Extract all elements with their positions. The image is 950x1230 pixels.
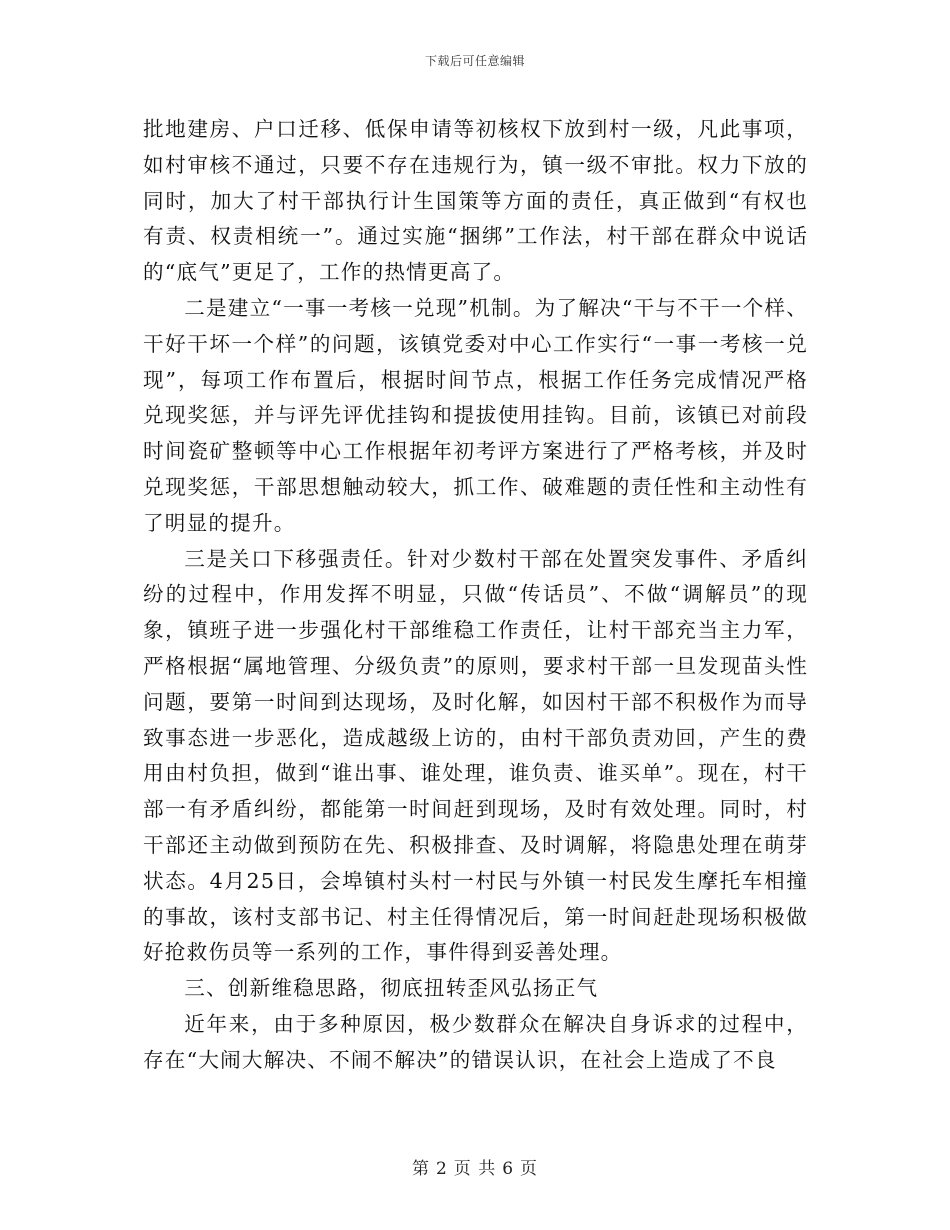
page-header [0, 52, 950, 69]
paragraph-section-intro: 近年来，由于多种原因，极少数群众在解决自身诉求的过程中，存在“大闹大解决、不闹不解决”的错误认识，在社会上造成了不良 [143, 1011, 808, 1072]
footer-middle: 页 共 [453, 1159, 497, 1179]
header-note: 下载后可任意编辑 [424, 54, 525, 68]
section-heading: 三、创新维稳思路，彻底扭转歪风弘扬正气 [184, 976, 599, 1001]
total-page-count: 6 [502, 1159, 515, 1179]
paragraph-continuation: 批地建房、户口迁移、低保申请等初核权下放到村一级，凡此事项，如村审核不通过，只要不存在违规行为，镇一级不审批。权力下放的同时，加大了村干部执行计生国策等方面的责任，真正做到“有权也有责、权责相统一”。通过实施“捆绑”工作法，村干部在群众中说话的“底气”更足了，工作的热情更高了。 [143, 117, 808, 285]
footer-suffix: 页 [520, 1159, 539, 1179]
page-footer [0, 1154, 950, 1179]
current-page-number: 2 [435, 1159, 448, 1179]
footer-prefix: 第 [411, 1159, 430, 1179]
document-body [143, 112, 808, 1079]
paragraph-point-two: 二是建立“一事一考核一兑现”机制。为了解决“干与不干一个样、干好干坏一个样”的问题，该镇党委对中心工作实行“一事一考核一兑现”，每项工作布置后，根据时间节点，根据工作任务完成情况严格兑现奖惩，并与评先评优挂钩和提拔使用挂钩。目前，该镇已对前段时间瓷矿整顿等中心工作根据年初考评方案进行了严格考核，并及时兑现奖惩，干部思想触动较大，抓工作、破难题的责任性和主动性有了明显的提升。 [143, 295, 808, 535]
paragraph-point-three: 三是关口下移强责任。针对少数村干部在处置突发事件、矛盾纠纷的过程中，作用发挥不明显，只做“传话员”、不做“调解员”的现象，镇班子进一步强化村干部维稳工作责任，让村干部充当主力军，严格根据“属地管理、分级负责”的原则，要求村干部一旦发现苗头性问题，要第一时间到达现场，及时化解，如因村干部不积极作为而导致事态进一步恶化，造成越级上访的，由村干部负责劝回，产生的费用由村负担，做到“谁出事、谁处理，谁负责、谁买单”。现在，村干部一有矛盾纠纷，都能第一时间赶到现场，及时有效处理。同时，村干部还主动做到预防在先、积极排查、及时调解，将隐患处理在萌芽状态。4月25日，会埠镇村头村一村民与外镇一村民发生摩托车相撞的事故，该村支部书记、村主任得情况后，第一时间赶赴现场积极做好抢救伤员等一系列的工作，事件得到妥善处理。 [143, 546, 808, 965]
